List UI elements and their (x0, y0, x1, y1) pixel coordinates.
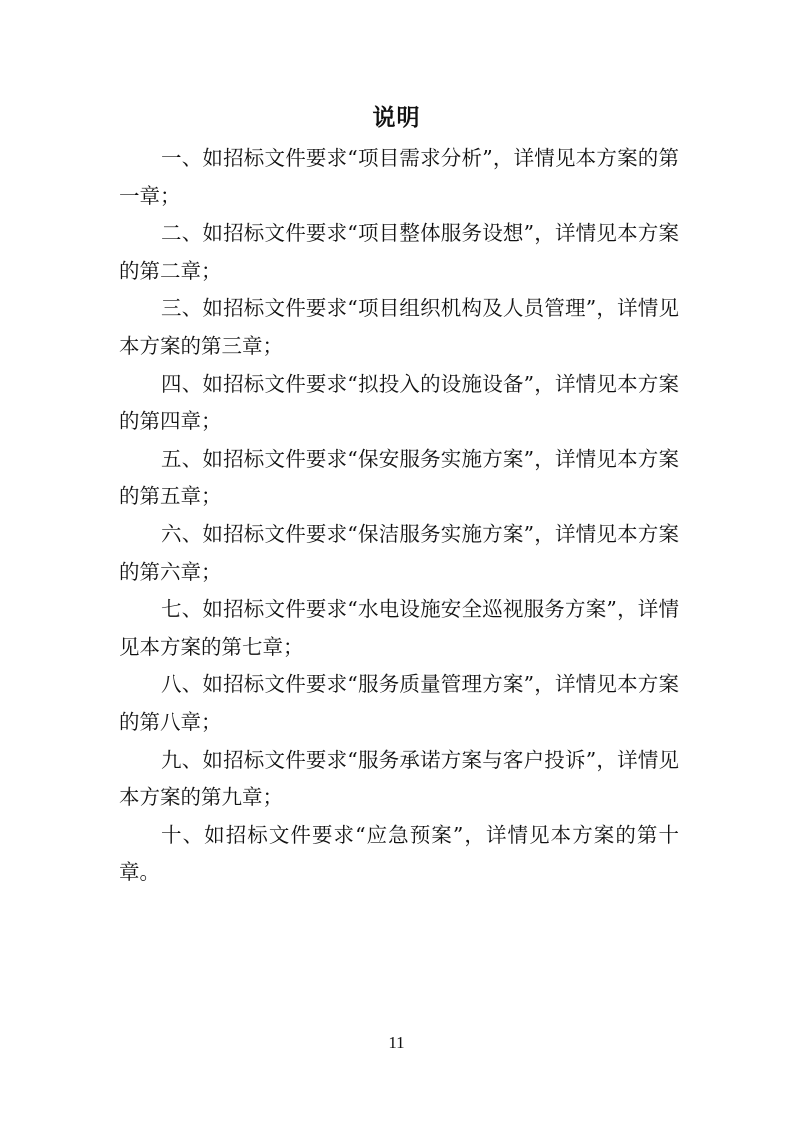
paragraph-10: 十、如招标文件要求“应急预案”，详情见本方案的第十章。 (119, 822, 679, 885)
paragraph-7: 七、如招标文件要求“水电设施安全巡视服务方案”，详情见本方案的第七章； (119, 597, 679, 659)
paragraph-5: 五、如招标文件要求“保安服务实施方案”，详情见本方案的第五章； (119, 446, 679, 509)
paragraph-9: 九、如招标文件要求“服务承诺方案与客户投诉”，详情见本方案的第九章； (119, 747, 679, 810)
paragraph-3: 三、如招标文件要求“项目组织机构及人员管理”，详情见本方案的第三章； (119, 296, 679, 358)
paragraph-8: 八、如招标文件要求“服务质量管理方案”，详情见本方案的第八章； (119, 672, 679, 734)
paragraph-6: 六、如招标文件要求“保洁服务实施方案”，详情见本方案的第六章； (119, 521, 679, 584)
page-number: 11 (388, 1033, 405, 1052)
paragraph-4: 四、如招标文件要求“拟投入的设施设备”，详情见本方案的第四章； (119, 371, 679, 434)
paragraph-1: 一、如招标文件要求“项目需求分析”，详情见本方案的第一章； (119, 146, 679, 208)
paragraph-2: 二、如招标文件要求“项目整体服务设想”，详情见本方案的第二章； (119, 221, 679, 283)
page-title: 说明 (372, 104, 421, 131)
body-text (119, 140, 679, 892)
